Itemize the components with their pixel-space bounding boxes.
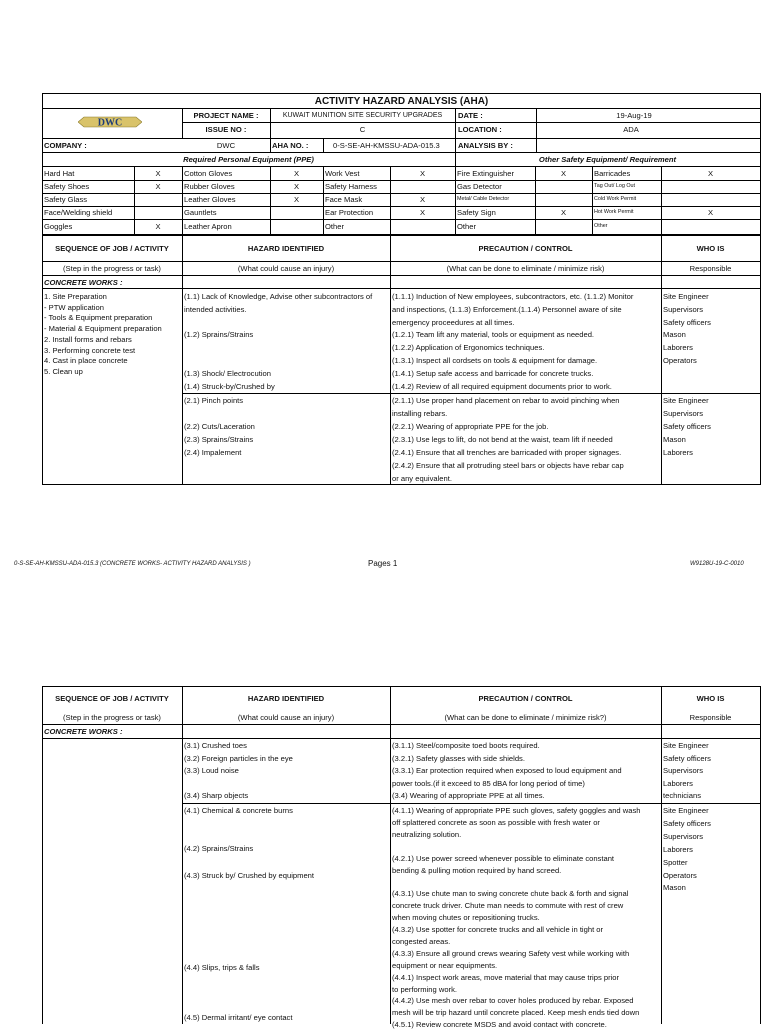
responsible-role: Site Engineer [663,806,709,815]
precaution-item: and inspections, (1.1.3) Enforcement.(1.1.4) Personnel aware of site [392,304,622,314]
company-label: COMPANY : [44,141,87,150]
precaution-item: (1.1.1) Induction of New employees, subcontractors, etc. (1.1.2) Monitor [392,292,634,301]
analysis-by-label: ANALYSIS BY : [458,141,513,150]
footer-center: Pages 1 [368,559,398,568]
precaution-item: (2.1.1) Use proper hand placement on rebar to avoid pinching when [392,396,620,405]
ppe-item: Barricades [594,169,631,178]
ppe-item: Safety Harness [325,182,377,191]
ppe-check-mark: X [419,169,426,178]
precaution-item: concrete truck driver. Chute man needs to commute with rest of crew [392,901,624,911]
precaution-item: or any equivalent. [392,474,452,483]
seq-subheader: (Step in the progress or task) [63,264,161,273]
responsible-role: Site Engineer [663,396,709,405]
responsible-role: Safety officers [663,317,711,327]
responsible-role: Supervisors [663,831,704,841]
precaution-item: (4.5.1) Review concrete MSDS and avoid contact with concrete. [392,1020,607,1030]
hazard-item: (1.3) Shock/ Electrocution [184,368,271,378]
hazard-item: (2.4) Impalement [184,448,242,457]
hazard-item: (4.4) Slips, trips & falls [184,963,260,972]
precaution-item: (4.4.2) Use mesh over rebar to cover holes produced by rebar. Exposed [392,996,634,1006]
hazard-item: (2.1) Pinch points [184,396,244,405]
hazard-item: (3.3) Loud noise [184,766,239,776]
aha-no-value: 0-S-SE-AH-KMSSU-ADA-015.3 [333,141,440,150]
who-subheader: Responsible [689,264,732,273]
responsible-role: Safety officers [663,753,711,763]
precaution-item: congested areas. [392,936,451,946]
ppe-item: Other [457,222,476,231]
responsible-role: Laborers [663,844,693,854]
precaution-item: (4.1.1) Wearing of appropriate PPE such gloves, safety goggles and wash [392,806,641,815]
hazard-item: (1.1) Lack of Knowledge, Advise other subcontractors of [184,292,373,301]
ppe-check-mark: X [419,208,426,217]
hazard-item: (4.5) Dermal irritant/ eye contact [184,1013,293,1022]
hazard-item: (4.1) Chemical & concrete burns [184,806,293,815]
logo-text: DWC [97,117,123,129]
p2-hazard-header: HAZARD IDENTIFIED [247,694,325,703]
precaution-item: neutralizing solution. [392,829,462,839]
sequence-step: 2. Install forms and rebars [44,334,132,344]
precaution-header: PRECAUTION / CONTROL [478,244,573,253]
responsible-role: Site Engineer [663,741,709,750]
hazard-item: (4.2) Sprains/Strains [184,844,254,853]
ppe-check-mark: X [293,195,300,204]
precaution-item: (3.4) Wearing of appropriate PPE at all times. [392,791,545,801]
p2-section-title: CONCRETE WORKS : [44,727,123,736]
ppe-item: Cotton Gloves [184,169,233,178]
project-name-label: PROJECT NAME : [193,111,259,120]
precaution-item: power tools.(if it exceed to 85 dBA for long period of time) [392,778,585,788]
ppe-check-mark: X [155,182,161,191]
project-name-value: KUWAIT MUNITION SITE SECURITY UPGRADES [282,112,443,119]
ppe-item: Safety Glass [44,195,88,204]
ppe-item: Work Vest [325,169,360,178]
footer-right: W9128U-19-C-0010 [690,561,744,567]
hazard-item: (2.3) Sprains/Strains [184,435,254,444]
precaution-item: (1.4.1) Setup safe access and barricade for concrete trucks. [392,368,594,378]
hazard-item: (1.4) Struck-by/Crushed by [184,381,275,391]
who-header: WHO IS [696,244,725,253]
ppe-item: Safety Shoes [44,182,90,191]
precaution-item: (4.3.1) Use chute man to swing concrete chute back & forth and signal [392,889,629,899]
precaution-item: installing rebars. [392,409,448,418]
hazard-item: (1.2) Sprains/Strains [184,330,254,340]
p2-precaution-header: PRECAUTION / CONTROL [478,694,573,703]
hazard-header: HAZARD IDENTIFIED [247,244,325,253]
precaution-item: (2.3.1) Use legs to lift, do not bend at the waist, team lift if needed [392,435,613,444]
location-label: LOCATION : [458,125,502,134]
p2-hazard-subheader: (What could cause an injury) [237,713,335,722]
precaution-item: (1.2.1) Team lift any material, tools or equipment as needed. [392,330,595,340]
ppe-check-mark: X [707,208,714,217]
ppe-item: Goggles [44,222,73,231]
ppe-check-mark: X [293,169,300,178]
ppe-header: Required Personal Equipment (PPE) [183,155,314,164]
ppe-item: Safety Sign [457,208,496,217]
precaution-item: off splattered concrete as soon as possible with fresh water or [392,817,600,827]
responsible-role: Supervisors [663,304,704,314]
precaution-item: (4.3.3) Ensure all ground crews wearing Safety vest while working with [392,948,630,958]
footer-left: 0-S-SE-AH-KMSSU-ADA-015.3 (CONCRETE WORKS- ACTIVITY HAZARD ANALYSIS ) [14,561,251,567]
ppe-item: Rubber Gloves [184,182,235,191]
p2-precaution-subheader: (What can be done to eliminate / minimize risk?) [444,713,607,722]
precaution-item: (3.1.1) Steel/composite toed boots required. [392,741,540,750]
hazard-item: (4.3) Struck by/ Crushed by equipment [184,871,314,880]
sequence-step: 5. Clean up [44,366,83,376]
section-title: CONCRETE WORKS : [44,278,123,287]
sequence-step: - Tools & Equipment preparation [44,313,153,323]
precaution-item: emergency proceedures at all times. [392,317,515,327]
responsible-role: Safety officers [663,422,711,431]
ppe-item: Fire Extinguisher [457,169,514,178]
precaution-item: (2.4.1) Ensure that all trenches are barricaded with proper signages. [392,448,622,457]
p2-who-header: WHO IS [696,694,725,703]
precaution-item: (4.2.1) Use power screed whenever possible to eliminate constant [392,853,615,863]
other-safety-header: Other Safety Equipment/ Requirement [538,155,677,164]
ppe-item: Gas Detector [457,182,502,191]
ppe-item: Gauntlets [184,208,217,217]
form-title: ACTIVITY HAZARD ANALYSIS (AHA) [314,96,489,107]
precaution-item: (1.4.2) Review of all required equipment documents prior to work. [392,381,612,391]
hazard-item: intended activities. [184,304,247,314]
ppe-item: Hot Work Permit [594,209,634,215]
ppe-item: Tag Out/ Log Out [594,183,636,189]
ppe-check-mark: X [560,208,567,217]
precaution-item: (2.4.2) Ensure that all protruding steel bars or objects have rebar cap [392,461,624,470]
responsible-role: Spotter [663,857,688,867]
responsible-role: Site Engineer [663,292,709,301]
responsible-role: Safety officers [663,818,711,828]
hazard-item: (3.2) Foreign particles in the eye [184,753,293,763]
hazard-item: (2.2) Cuts/Laceration [184,422,255,431]
responsible-role: Mason [663,883,686,893]
precaution-item: bending & pulling motion required by hand screed. [392,865,562,875]
precaution-item: (2.2.1) Wearing of appropriate PPE for the job. [392,422,549,431]
ppe-check-mark: X [293,182,300,191]
sequence-step: 3. Performing concrete test [44,345,136,355]
ppe-item: Metal/ Cable Detector [457,196,510,202]
precaution-item: when moving chutes or repositioning trucks. [392,913,540,923]
ppe-item: Other [325,222,344,231]
precaution-item: (1.3.1) Inspect all cordsets on tools & equipment for damage. [392,356,598,365]
p2-who-subheader: Responsible [689,713,732,722]
ppe-check-mark: X [707,169,714,178]
ppe-item: Cold Work Permit [594,196,637,202]
precaution-item: (4.3.2) Use spotter for concrete trucks and all vehicle in tight or [392,925,604,934]
hazard-item: (3.1) Crushed toes [184,741,247,750]
sequence-step: - Material & Equipment preparation [44,324,162,334]
ppe-item: Face/Welding shield [44,208,113,217]
sequence-step: - PTW application [44,302,104,312]
ppe-item: Face Mask [325,195,363,204]
date-label: DATE : [458,111,483,120]
location-value: ADA [623,125,639,134]
seq-header: SEQUENCE OF JOB / ACTIVITY [55,244,169,253]
responsible-role: Operators [663,870,697,880]
precaution-item: (1.2.2) Application of Ergonomics techniques. [392,343,545,353]
precaution-item: (3.3.1) Ear protection required when exposed to loud equipment and [392,766,622,776]
ppe-check-mark: X [419,195,426,204]
responsible-role: Operators [663,356,697,365]
sequence-step: 4. Cast in place concrete [44,356,128,366]
hazard-subheader: (What could cause an injury) [237,264,335,273]
ppe-check-mark: X [560,169,567,178]
responsible-role: Laborers [663,778,693,788]
precaution-item: mesh will be trip hazard until concrete placed. Keep mesh ends tied down [392,1008,640,1018]
p2-seq-subheader: (Step in the progress or task) [63,713,161,722]
precaution-item: (4.4.1) Inspect work areas, move material that may cause trips prior [392,972,620,982]
responsible-role: technicians [663,791,701,801]
precaution-subheader: (What can be done to eliminate / minimize risk) [446,264,605,273]
ppe-item: Other [594,223,608,229]
hazard-item: (3.4) Sharp objects [184,791,249,801]
aha-no-label: AHA NO. : [272,141,309,150]
issue-no-value: C [359,125,366,134]
precaution-item: to performing work. [392,984,457,994]
responsible-role: Mason [663,435,686,444]
responsible-role: Supervisors [663,409,704,418]
sequence-step: 1. Site Preparation [44,292,107,301]
dwc-logo [78,113,142,131]
company-value: DWC [216,141,236,150]
responsible-role: Supervisors [663,766,704,776]
ppe-check-mark: X [155,222,161,231]
ppe-item: Leather Apron [184,222,232,231]
responsible-role: Mason [663,330,686,340]
ppe-check-mark: X [155,169,161,178]
precaution-item: (3.2.1) Safety glasses with side shields. [392,753,525,763]
precaution-item: equipment or near equipments. [392,960,498,970]
issue-no-label: ISSUE NO : [205,125,247,134]
ppe-item: Ear Protection [325,208,374,217]
p2-seq-header: SEQUENCE OF JOB / ACTIVITY [55,694,169,703]
responsible-role: Laborers [663,343,693,353]
ppe-item: Hard Hat [44,169,75,178]
date-value: 19-Aug-19 [616,111,652,120]
responsible-role: Laborers [663,448,693,457]
ppe-item: Leather Gloves [184,195,236,204]
